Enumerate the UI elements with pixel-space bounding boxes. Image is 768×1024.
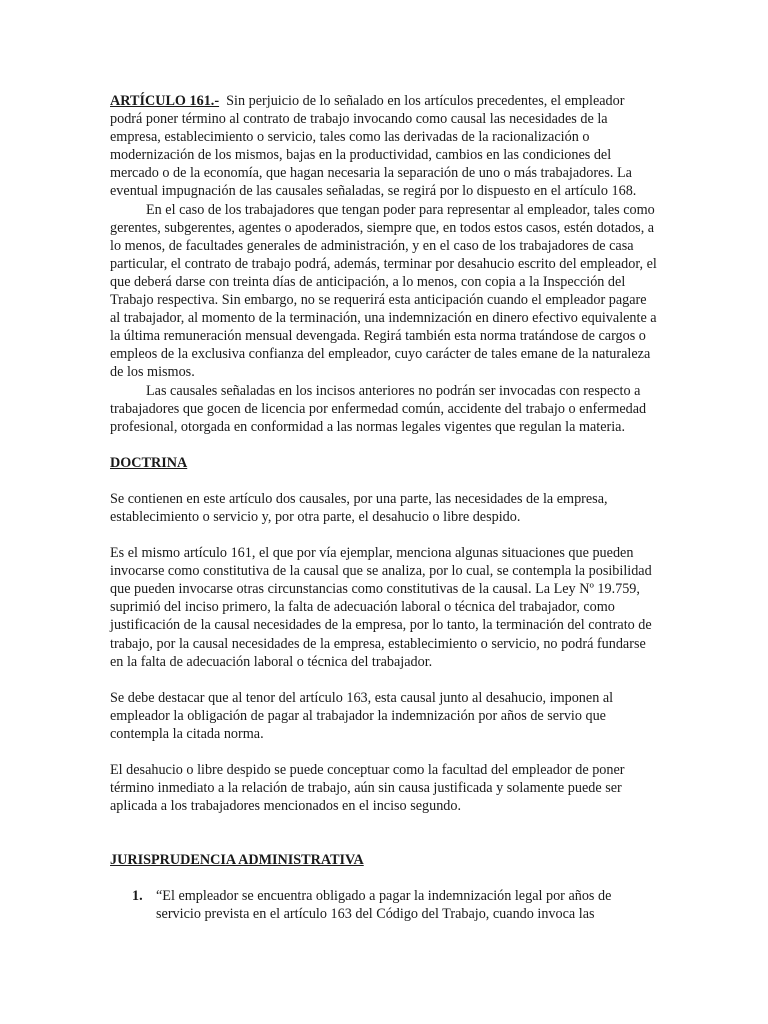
- doctrina-paragraph-3: Se debe destacar que al tenor del artículo 163, esta causal junto al desahucio, imponen al empleador la obligación de pagar al trabajador la indemnización por años de servio que contempla la citada norma.: [110, 689, 614, 742]
- article-paragraph-2: En el caso de los trabajadores que tengan poder para representar al empleador, tales como gerentes, subgerentes, agentes o apoderados, siempre que, en todos estos casos, estén dotados, a lo menos, de facultades generales de administración, y en el caso de los trabajadores de casa particular, el contrato de trabajo podrá, además, terminar por desahucio escrito del empleador, el que deberá darse con treinta días de anticipación, a lo menos, con copia a la Inspección del Trabajo respectiva. Sin embargo, no se requerirá esta anticipación cuando el empleador pagare al trabajador, al momento de la terminación, una indemnización en dinero efectivo equivalente a la última remuneración mensual devengada. Regirá también esta norma tratándose de cargos o empleos de la exclusiva confianza del empleador, cuyo carácter de tales emane de la naturaleza de los mismos.: [110, 201, 657, 381]
- article-paragraph-1-text: Sin perjuicio de lo señalado en los artículos precedentes, el empleador podrá poner término al contrato de trabajo invocando como causal las necesidades de la empresa, establecimiento o servicio, tales como las derivadas de la racionalización o modernización de los mismos, bajas en la productividad, cambios en las condiciones del mercado o de la economía, que hagan necesaria la separación de uno o más trabajadores. La eventual impugnación de las causales señaladas, se regirá por lo dispuesto en el artículo 168.: [110, 93, 637, 200]
- doctrina-paragraph-1: Se contienen en este artículo dos causales, por una parte, las necesidades de la empresa, establecimiento o servicio y, por otra parte, el desahucio o libre despido.: [110, 490, 608, 525]
- list-item-number: 1.: [132, 888, 143, 905]
- doctrina-heading: DOCTRINA: [110, 454, 188, 471]
- article-paragraph-3: Las causales señaladas en los incisos anteriores no podrán ser invocadas con respecto a trabajadores que gocen de licencia por enfermedad común, accidente del trabajo o enfermedad profesional, otorgada en conformidad a las normas legales vigentes que regulan la materia.: [110, 382, 647, 435]
- document-page: [110, 92, 658, 924]
- list-item-text: “El empleador se encuentra obligado a pagar la indemnización legal por años de servicio prevista en el artículo 163 del Código del Trabajo, cuando invoca las: [156, 888, 612, 923]
- article-paragraph-1: [110, 92, 658, 201]
- article-heading: ARTÍCULO 161.-: [110, 93, 220, 109]
- jurisprudencia-heading: JURISPRUDENCIA ADMINISTRATIVA: [110, 852, 364, 869]
- jurisprudencia-list: [110, 887, 658, 923]
- list-item: [110, 887, 658, 923]
- doctrina-paragraph-4: El desahucio o libre despido se puede conceptuar como la facultad del empleador de poner término inmediato a la relación de trabajo, aún sin causa justificada y solamente puede ser aplicada a los trabajadores mencionados en el inciso segundo.: [110, 762, 625, 815]
- doctrina-paragraph-2: Es el mismo artículo 161, el que por vía ejemplar, menciona algunas situaciones que pueden invocarse como constitutiva de la causal que se analiza, por lo cual, se contempla la posibilidad que pueden invocarse otras circunstancias como constitutivas de la causal. La Ley Nº 19.759, suprimió del inciso primero, la falta de adecuación laboral o técnica del trabajador, como justificación de la causal necesidades de la empresa, por lo tanto, la terminación del contrato de trabajo, por la causal necesidades de la empresa, establecimiento o servicio, no podrá fundarse en la falta de adecuación laboral o técnica del trabajador.: [110, 545, 652, 670]
